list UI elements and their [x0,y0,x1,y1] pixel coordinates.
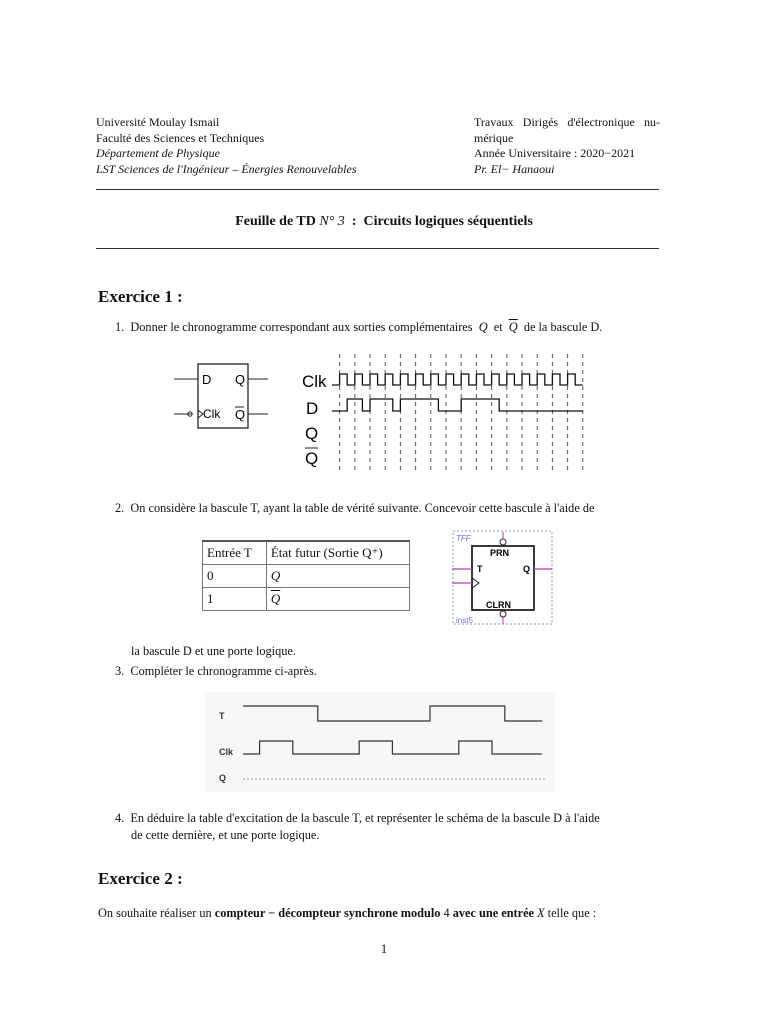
question-2-line2: la bascule D et une porte logique. [131,644,296,658]
truth-table-cell: 1 [203,588,267,611]
timing1-d-waveform [332,399,583,411]
timing2-label-q: Q [219,773,227,783]
timing1-label-d: D [306,399,319,418]
question-1 [115,319,602,336]
ex2-modulo: 4 [443,906,450,920]
q1-number: 1. [115,320,125,334]
truth-table-header-input: Entrée T [203,541,267,565]
truth-table-header-output: État futur (Sortie Q⁺) [266,541,409,565]
truth-table-header [203,541,410,565]
question-3 [115,663,317,680]
timing1-clk-waveform [332,374,583,385]
q3-number: 3. [115,664,125,678]
page-number: 1 [380,941,388,956]
dff-d-label: D [202,372,212,387]
d-flipflop-symbol [174,364,268,428]
q1-qbar: $\overline{Q}$ [508,320,518,334]
q2-text: On considère la bascule T, ayant la table de vérité suivante. Concevoir cette bascule à l'aide de [130,501,595,515]
exercise2-heading: Exercice 2 : [98,869,183,888]
table-row [203,565,410,588]
truth-table-cell: $\overline{Q}$ [266,588,409,611]
timing2-background [205,692,555,792]
q1-q: Q [478,320,488,334]
tff-tag: TFF [456,534,471,543]
question-2-line1 [115,500,594,517]
header-left [96,115,357,177]
tff-t-label: T [477,564,483,574]
q1-et: et [493,320,503,334]
q4-number: 4. [115,811,125,825]
tff-timing-figure [205,692,555,792]
university-name: Université Moulay Ismail [96,115,220,129]
dflipflop-timing-figure [172,352,592,477]
ex2-bold-a: compteur − décompteur synchrone modulo [214,906,441,920]
timing2-label-clk: Clk [219,747,234,757]
question-4-line1 [115,810,600,827]
course-title-line2: mérique [474,130,514,145]
academic-year: Année Universitaire : 2020−2021 [474,146,636,160]
header-rule-top [96,189,659,190]
tff-prn-label: PRN [490,548,510,558]
course-title-line1: Travaux Dirigés d'électronique nu- [474,115,660,129]
dff-qbar-label: Q [235,407,246,422]
ex2-text-a: On souhaite réaliser un [98,906,212,920]
q3-text: Compléter le chronogramme ci-après. [130,664,317,678]
truth-table-cell: Q [266,565,409,588]
exercise1-heading: Exercice 1 : [98,287,183,306]
title-number: N° 3 [319,214,345,229]
sheet-title [0,214,768,230]
professor-name: Pr. El− Hanaoui [474,161,555,176]
q1-end: de la bascule D. [523,320,603,334]
q4-text: En déduire la table d'excitation de la bascule T, et représenter le schéma de la bascule D à l'aide [130,811,600,825]
tff-clrn-bubble [500,611,506,617]
title-prefix: Feuille de TD [235,214,316,229]
timing1-label-clk: Clk [302,372,327,391]
tff-clrn-label: CLRN [486,600,511,610]
department-name: Département de Physique [96,146,220,160]
truth-table [202,540,410,611]
ex2-bold-b: avec une entrée [452,906,534,920]
exercise2-statement [98,905,596,922]
header-rule-bottom [96,248,659,249]
program-name: LST Sciences de l'Ingénieur – Énergies Renouvelables [96,161,357,176]
title-subject: Circuits logiques séquentiels [363,214,533,229]
ex2-text-b: telle que : [547,906,597,920]
ex2-variable: X [537,906,545,920]
tff-q-label: Q [523,564,531,574]
header-right [474,115,660,177]
tff-block-figure [452,530,554,626]
timing1-label-qbar: Q [305,449,319,468]
tff-instance-label: inst5 [456,616,473,625]
timing1-label-q: Q [305,424,319,443]
timing1-grid [340,354,583,470]
faculty-name: Faculté des Sciences et Techniques [96,130,265,145]
q2-number: 2. [115,501,125,515]
truth-table-cell: 0 [203,565,267,588]
title-separator: : [351,214,357,229]
dff-q-label: Q [235,372,246,387]
question-4-line2: de cette dernière, et une porte logique. [131,828,320,842]
table-row [203,588,410,611]
dff-clk-label: Clk [203,407,221,421]
q1-text: Donner le chronogramme correspondant aux sorties complémentaires [130,320,473,334]
timing2-label-t: T [219,711,225,721]
tff-prn-bubble [500,539,506,545]
